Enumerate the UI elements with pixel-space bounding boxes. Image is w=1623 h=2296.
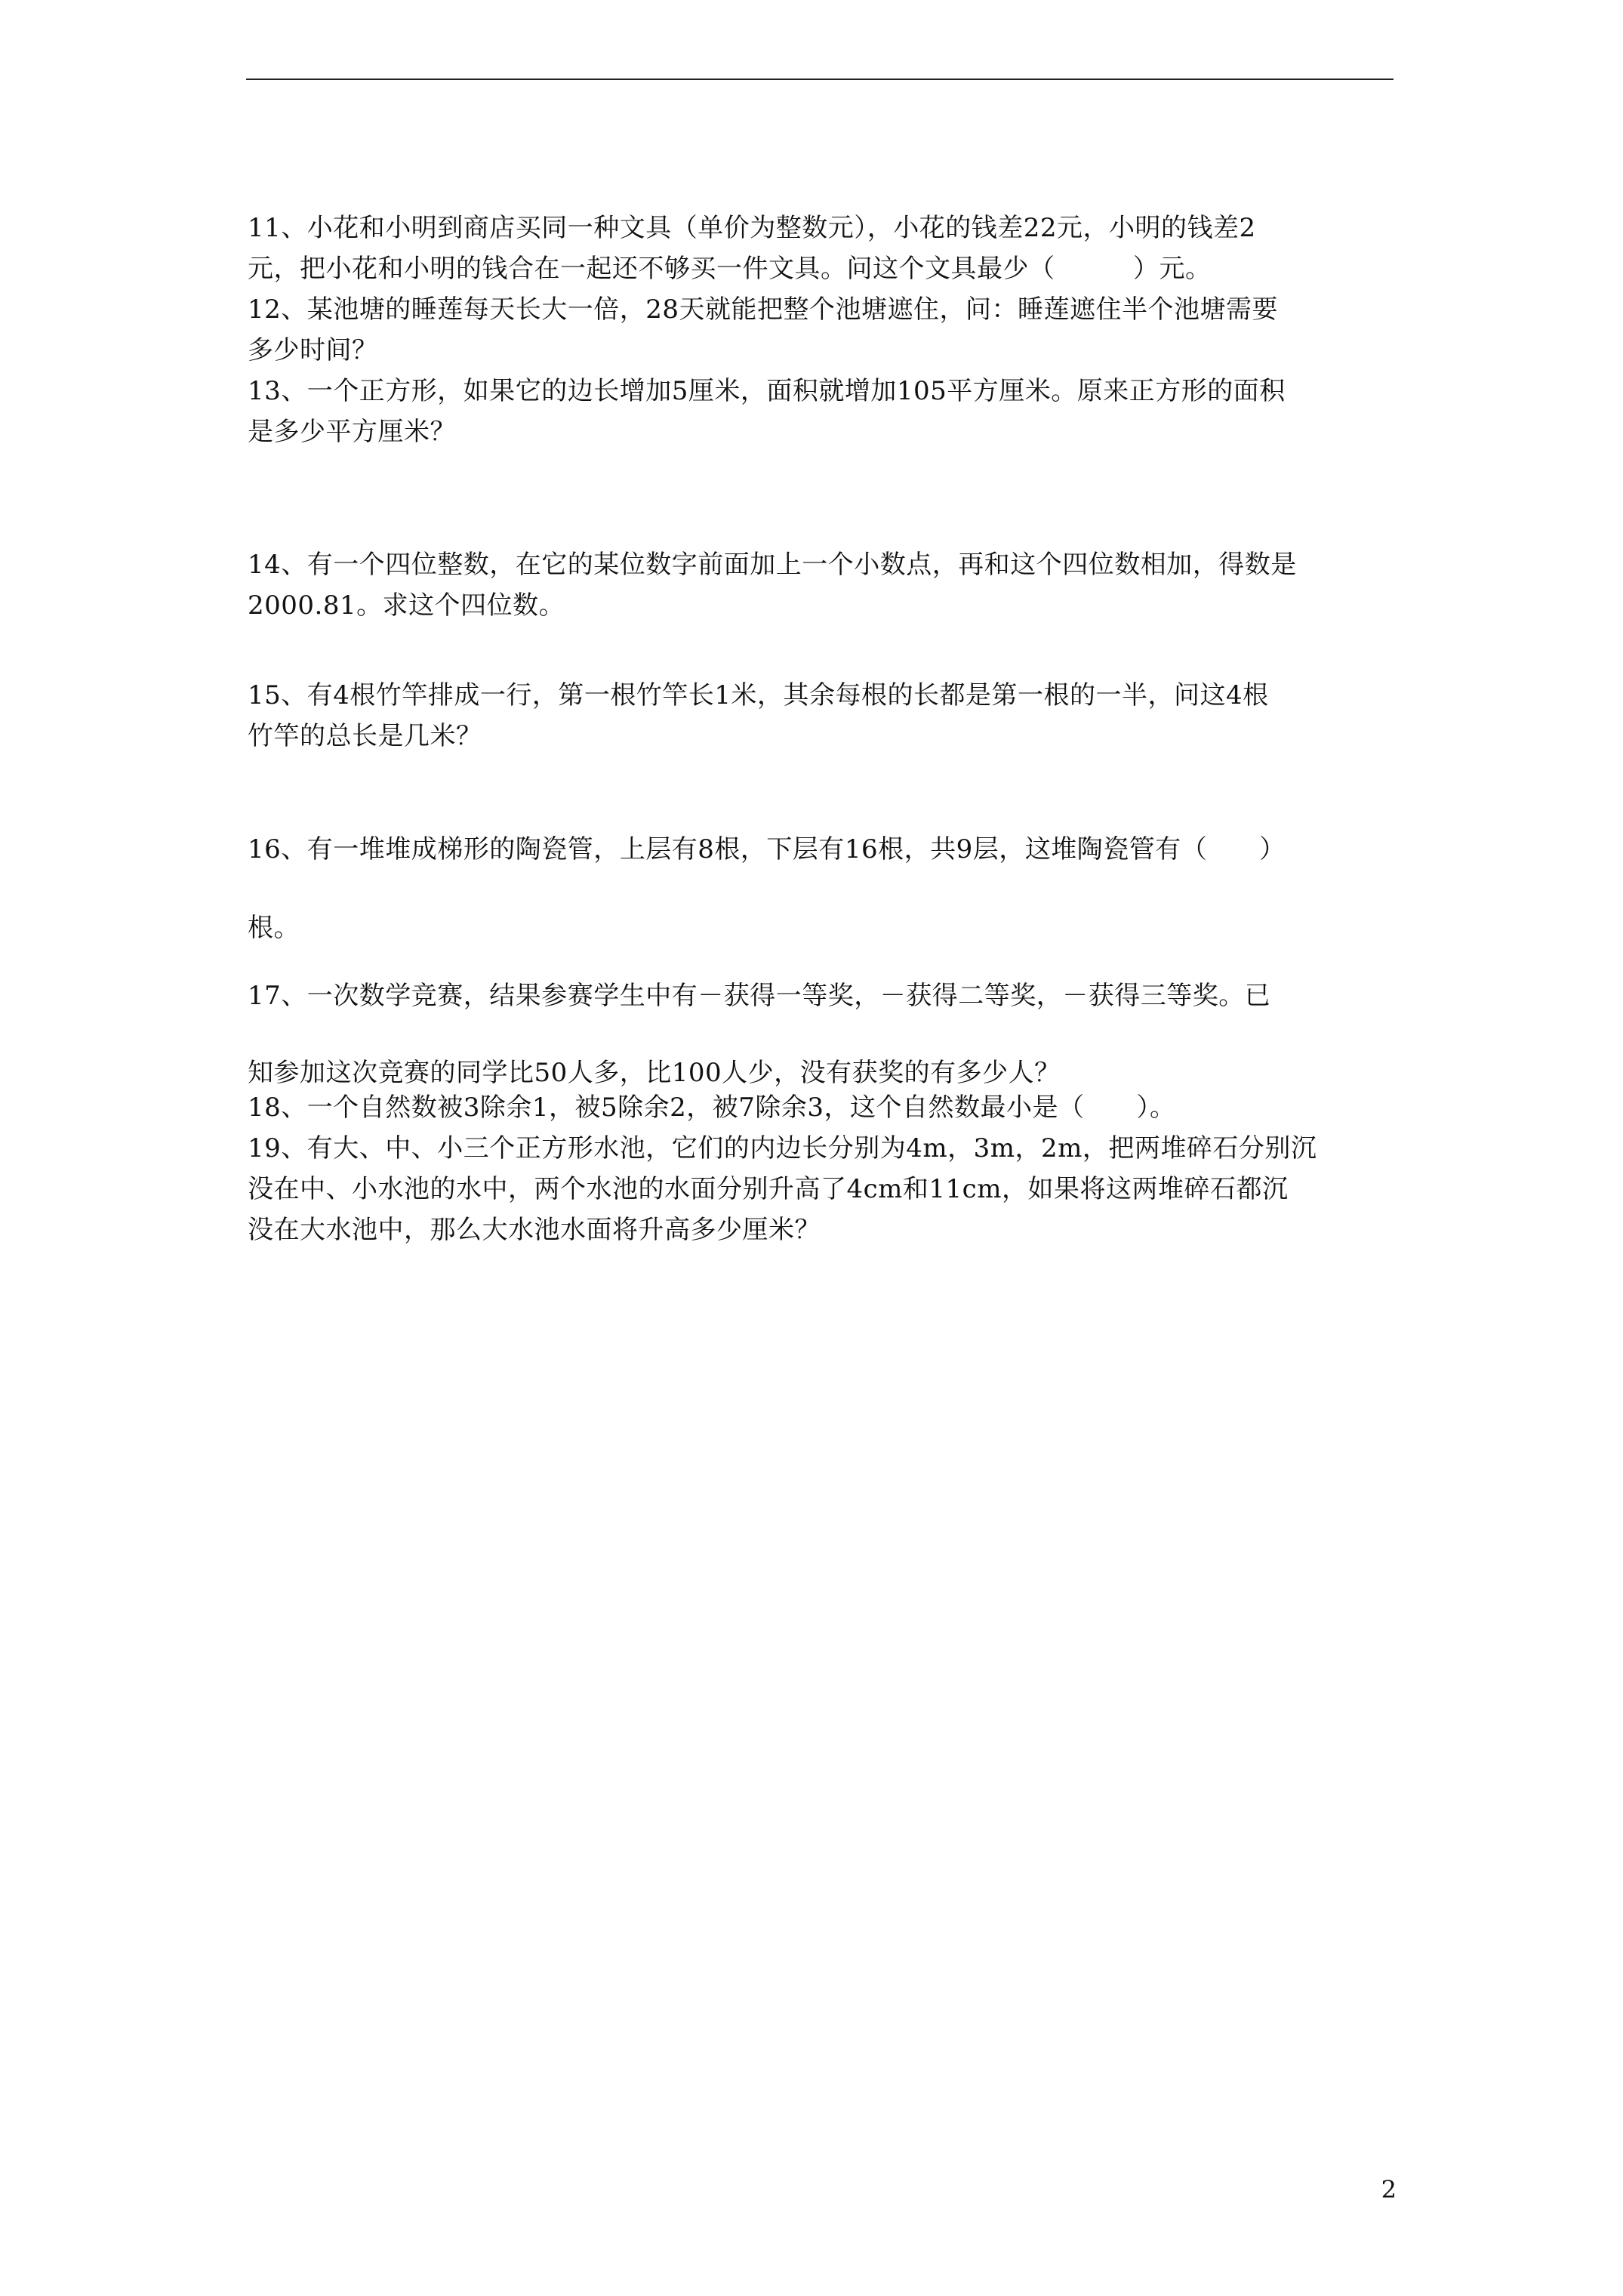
question-16 — [248, 829, 1395, 948]
question-17 — [248, 975, 1395, 1093]
question-18 — [248, 1087, 1395, 1128]
question-19 — [248, 1128, 1395, 1250]
question-line: 15、有4根竹竿排成一行，第一根竹竿长1米，其余每根的长都是第一根的一半，问这4根 — [248, 680, 1269, 710]
question-line: 竹竿的总长是几米？ — [248, 721, 482, 751]
question-11 — [248, 208, 1395, 289]
question-13 — [248, 371, 1395, 452]
question-line: 13、一个正方形，如果它的边长增加5厘米，面积就增加105平方厘米。原来正方形的面积 — [248, 376, 1286, 406]
question-15 — [248, 675, 1395, 757]
question-line: 是多少平方厘米？ — [248, 417, 456, 447]
question-line: 12、某池塘的睡莲每天长大一倍，28天就能把整个池塘遮住，问：睡莲遮住半个池塘需要 — [248, 294, 1279, 325]
question-line: 16、有一堆堆成梯形的陶瓷管，上层有8根，下层有16根，共9层，这堆陶瓷管有（ ） — [248, 834, 1286, 864]
question-line: 元，把小花和小明的钱合在一起还不够买一件文具。问这个文具最少（ ）元。 — [248, 254, 1212, 284]
question-line: 2000.81。求这个四位数。 — [248, 590, 565, 621]
question-14 — [248, 544, 1395, 626]
question-line: 没在中、小水池的水中，两个水池的水面分别升高了4cm和11cm，如果将这两堆碎石都沉 — [248, 1174, 1289, 1204]
question-line: 多少时间？ — [248, 335, 378, 365]
question-line: 11、小花和小明到商店买同一种文具（单价为整数元），小花的钱差22元，小明的钱差2 — [248, 213, 1256, 243]
question-line: 19、有大、中、小三个正方形水池，它们的内边长分别为4m，3m，2m，把两堆碎石分别沉 — [248, 1133, 1317, 1163]
question-line: 18、一个自然数被3除余1，被5除余2，被7除余3，这个自然数最小是（ ）。 — [248, 1093, 1176, 1123]
question-12 — [248, 289, 1395, 371]
question-line: 知参加这次竞赛的同学比50人多，比100人少，没有获奖的有多少人？ — [248, 1058, 1061, 1088]
question-line: 17、一次数学竞赛，结果参赛学生中有－获得一等奖，－获得二等奖，－获得三等奖。已 — [248, 981, 1271, 1011]
question-line: 根。 — [248, 913, 300, 943]
question-line: 14、有一个四位整数，在它的某位数字前面加上一个小数点，再和这个四位数相加，得数是 — [248, 550, 1297, 580]
header-rule — [246, 79, 1394, 80]
question-line: 没在大水池中，那么大水池水面将升高多少厘米？ — [248, 1215, 821, 1245]
page-number: 2 — [1381, 2175, 1397, 2204]
